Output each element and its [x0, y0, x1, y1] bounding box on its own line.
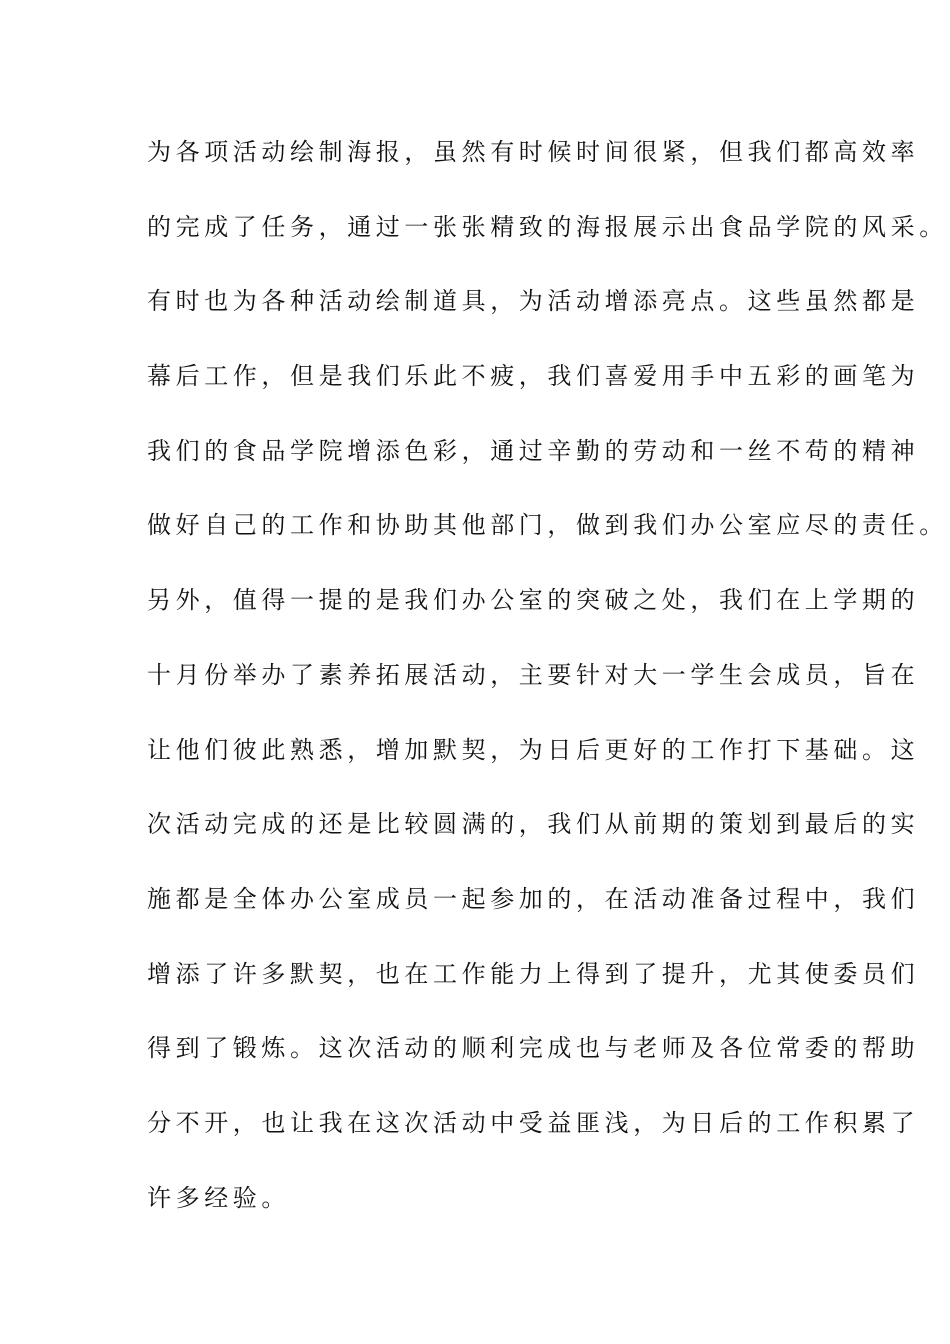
paragraph-line: 分不开，也让我在这次活动中受益匪浅，为日后的工作积累了 — [147, 1108, 920, 1137]
paragraph-line: 有时也为各种活动绘制道具，为活动增添亮点。这些虽然都是 — [147, 287, 920, 316]
paragraph-line: 为各项活动绘制海报，虽然有时候时间很紧，但我们都高效率 — [147, 138, 920, 166]
paragraph-line: 我们的食品学院增添色彩，通过辛勤的劳动和一丝不苟的精神 — [147, 436, 920, 465]
paragraph-line: 增添了许多默契，也在工作能力上得到了提升，尤其使委员们 — [147, 959, 920, 988]
body-paragraph — [147, 130, 948, 1250]
paragraph-line: 得到了锻炼。这次活动的顺利完成也与老师及各位常委的帮助 — [147, 1034, 920, 1063]
paragraph-line: 另外，值得一提的是我们办公室的突破之处，我们在上学期的 — [147, 586, 920, 615]
paragraph-line: 次活动完成的还是比较圆满的，我们从前期的策划到最后的实 — [147, 810, 920, 839]
paragraph-line: 让他们彼此熟悉，增加默契，为日后更好的工作打下基础。这 — [147, 735, 920, 764]
paragraph-line: 十月份举办了素养拓展活动，主要针对大一学生会成员，旨在 — [147, 660, 920, 689]
paragraph-line: 许多经验。 — [147, 1183, 290, 1212]
paragraph-line: 的完成了任务，通过一张张精致的海报展示出食品学院的风采。 — [147, 212, 948, 241]
paragraph-line: 做好自己的工作和协助其他部门，做到我们办公室应尽的责任。 — [147, 511, 948, 540]
paragraph-line: 施都是全体办公室成员一起参加的，在活动准备过程中，我们 — [147, 884, 920, 913]
paragraph-line: 幕后工作，但是我们乐此不疲，我们喜爱用手中五彩的画笔为 — [147, 362, 920, 391]
